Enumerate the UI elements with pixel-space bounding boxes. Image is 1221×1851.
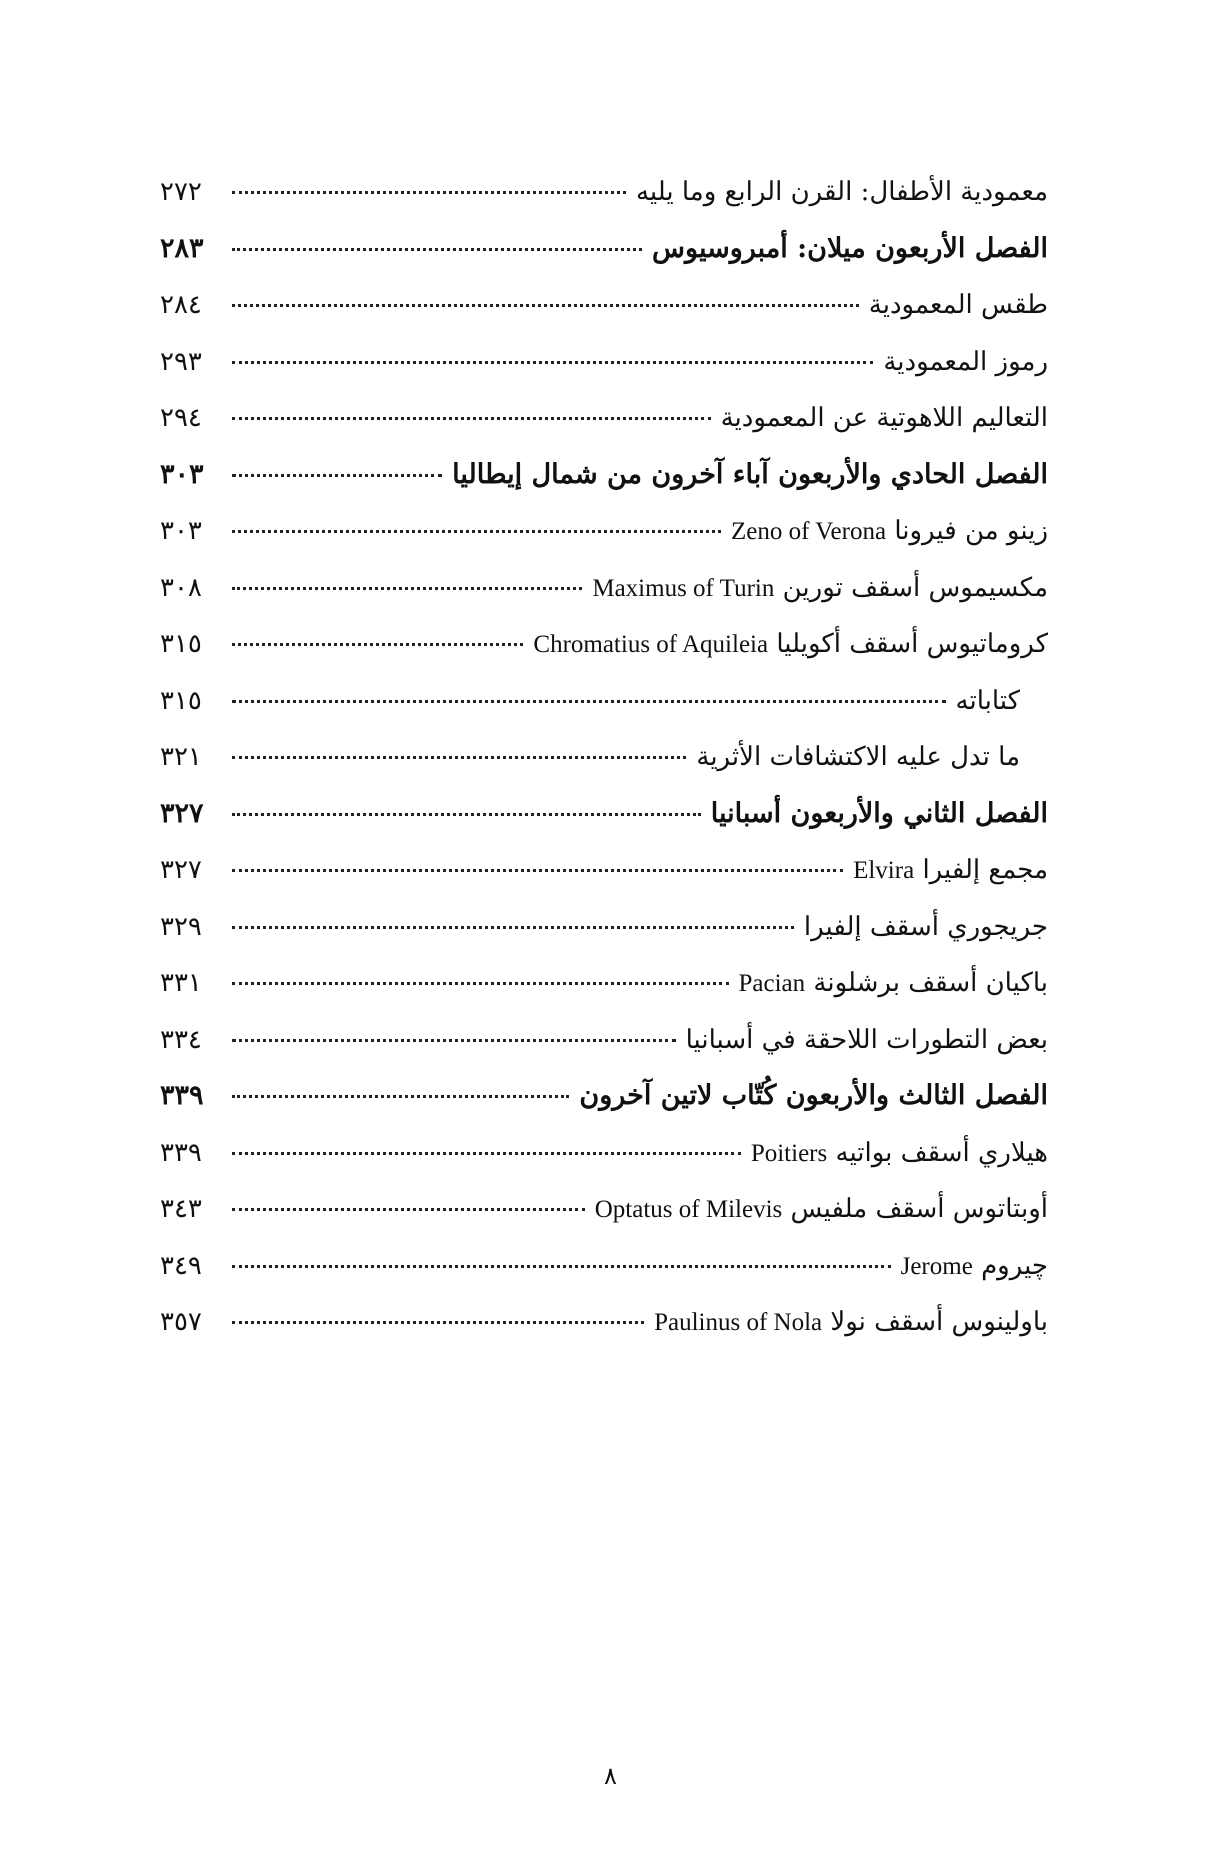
dot-leader [232,474,442,477]
toc-entry-title [804,899,1048,956]
toc-page-number: ٣٤٩ [160,1250,202,1281]
toc-section-row[interactable] [160,899,1048,956]
toc-chapter-row[interactable] [160,221,1048,278]
toc-page-number: ٣٣١ [160,968,202,998]
toc-page-number: ٢٩٤ [160,403,202,433]
toc-entry-arabic-title: مجمع إلفيرا [922,855,1048,885]
toc-entry-arabic-title: أوبتاتوس أسقف ملفيس [790,1194,1048,1224]
toc-entry-arabic-title: چيروم [981,1250,1048,1281]
toc-section-row[interactable] [160,503,1048,560]
toc-entry-arabic-title: كروماتيوس أسقف أكويليا [776,629,1048,659]
toc-entry-title [869,277,1048,334]
toc-entry-latin-title: Zeno of Verona [731,518,887,545]
toc-entry-arabic-title: التعاليم اللاهوتية عن المعمودية [720,403,1048,433]
toc-entry-arabic-title: بعض التطورات اللاحقة في أسبانيا [685,1024,1048,1055]
toc-entry-title [592,560,1048,618]
toc-entry-title [901,1238,1048,1296]
toc-entry-title [751,1125,1048,1183]
toc-page-number: ٣٣٩ [160,1080,204,1111]
toc-entry-latin-title: Jerome [900,1252,973,1280]
dot-leader [232,1095,569,1098]
dot-leader [232,756,686,759]
toc-entry-arabic-title: كتاباته [955,685,1020,716]
toc-entry-arabic-title: الفصل الأربعون ميلان: أمبروسيوس [652,232,1048,264]
dot-leader [232,643,523,646]
toc-section-row[interactable] [160,1294,1048,1351]
toc-entry-latin-title: Optatus of Milevis [594,1196,783,1223]
dot-leader [232,1039,676,1042]
toc-entry-arabic-title: مكسيموس أسقف تورين [782,572,1048,603]
toc-section-row[interactable] [160,390,1048,447]
toc-entry-arabic-title: ما تدل عليه الاكتشافات الأثرية [696,742,1020,772]
toc-section-row[interactable] [160,729,1048,786]
toc-page-number: ٢٨٣ [160,232,204,264]
toc-chapter-row[interactable] [160,1068,1048,1125]
toc-page-number: ٣٤٣ [160,1194,202,1224]
dot-leader [232,417,711,420]
toc-entry-latin-title: Poitiers [750,1139,828,1167]
toc-section-row[interactable] [160,1125,1048,1182]
toc-entry-title [711,786,1048,843]
toc-page-number: ٢٨٤ [160,290,202,320]
dot-leader [232,191,626,194]
toc-entry-latin-title: Pacian [738,970,806,997]
toc-page-number: ٣٢٧ [160,855,202,885]
dot-leader [232,1321,644,1324]
toc-entry-title [696,729,1020,786]
toc-page-number: ٣٢٧ [160,797,204,829]
toc-entry-title [731,503,1048,561]
toc-section-row[interactable] [160,1012,1048,1069]
toc-entry-arabic-title: الفصل الثالث والأربعون كُتّاب لاتين آخرون [579,1080,1048,1111]
toc-entry-arabic-title: هيلاري أسقف بواتيه [835,1137,1048,1168]
toc-entry-title [452,447,1048,504]
toc-entry-title [883,334,1048,391]
toc-page-number: ٣٢٩ [160,911,202,942]
toc-entry-arabic-title: باولينوس أسقف نولا [830,1307,1048,1337]
toc-entry-arabic-title: طقس المعمودية [868,290,1048,320]
toc-section-row[interactable] [160,1181,1048,1238]
toc-entry-arabic-title: رموز المعمودية [883,346,1048,377]
toc-entry-arabic-title: جريجوري أسقف إلفيرا [803,911,1048,942]
dot-leader [232,1152,741,1155]
toc-entry-latin-title: Maximus of Turin [592,574,775,602]
dot-leader [232,926,794,929]
toc-section-row[interactable] [160,277,1048,334]
toc-page-number: ٣٢١ [160,742,202,772]
dot-leader [232,813,701,816]
toc-entry-arabic-title: الفصل الحادي والأربعون آباء آخرون من شمال إيطاليا [452,458,1048,490]
toc-entry-latin-title: Elvira [853,857,915,884]
toc-page-number: ٣٠٨ [160,572,202,603]
dot-leader [232,1265,891,1268]
toc-section-row[interactable] [160,673,1048,730]
toc-chapter-row[interactable] [160,447,1048,504]
dot-leader [232,869,843,872]
toc-entry-title [636,164,1048,221]
toc-page-number: ٣٠٣ [160,516,202,546]
toc-page-number: ٣١٥ [160,629,202,659]
toc-entry-title [533,616,1048,674]
toc-section-row[interactable] [160,560,1048,617]
toc-page-number: ٣٥٧ [160,1307,202,1337]
toc-page-number: ٣٣٩ [160,1137,202,1168]
dot-leader [232,587,582,590]
toc-entry-title [739,955,1049,1013]
toc-entry-title [652,221,1048,278]
toc-entry-title [595,1181,1048,1239]
dot-leader [232,1208,585,1211]
toc-page-number: ٣٣٤ [160,1024,202,1055]
toc-page-number: ٢٩٣ [160,346,202,377]
toc-entry-title [853,842,1048,900]
dot-leader [232,304,859,307]
dot-leader [232,700,946,703]
toc-section-row[interactable] [160,164,1048,221]
toc-section-row[interactable] [160,842,1048,899]
toc-page-number: ٣١٥ [160,685,202,716]
toc-chapter-row[interactable] [160,786,1048,843]
toc-entry-arabic-title: باكيان أسقف برشلونة [813,968,1048,998]
dot-leader [232,982,729,985]
toc-entry-title [579,1068,1048,1125]
toc-page-number: ٣٠٣ [160,458,204,490]
toc-entry-arabic-title: زينو من فيرونا [894,516,1048,546]
toc-section-row[interactable] [160,955,1048,1012]
toc-page-number: ٢٧٢ [160,177,202,207]
toc-entry-title [686,1012,1048,1069]
toc-section-row[interactable] [160,334,1048,391]
table-of-contents [160,164,1048,1351]
page-number: ٨ [604,1762,617,1790]
toc-section-row[interactable] [160,1238,1048,1295]
toc-entry-latin-title: Paulinus of Nola [654,1309,823,1336]
toc-entry-title [956,673,1020,730]
dot-leader [232,530,721,533]
toc-entry-title [721,390,1048,447]
dot-leader [232,361,873,364]
toc-entry-arabic-title: الفصل الثاني والأربعون أسبانيا [710,797,1048,829]
dot-leader [232,248,642,251]
toc-section-row[interactable] [160,616,1048,673]
toc-entry-title [654,1294,1048,1352]
toc-entry-arabic-title: معمودية الأطفال: القرن الرابع وما يليه [635,177,1048,207]
toc-entry-latin-title: Chromatius of Aquileia [533,631,769,658]
